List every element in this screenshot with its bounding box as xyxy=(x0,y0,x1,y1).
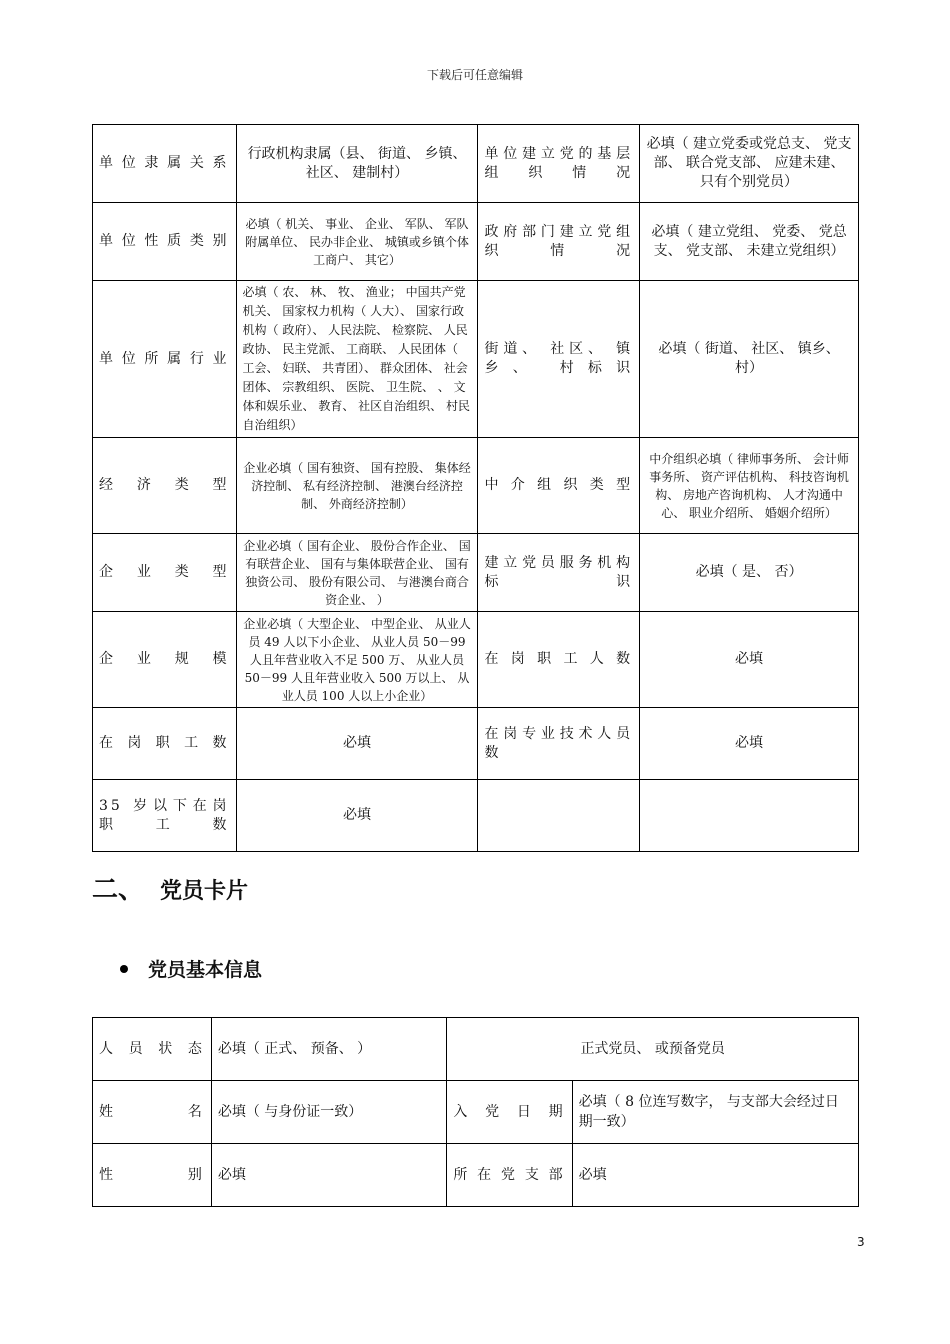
cell-value: 必填 xyxy=(640,708,859,780)
table-row xyxy=(93,534,859,612)
table-row xyxy=(93,1144,859,1207)
cell-label: 在岗专业技术人员数 xyxy=(478,708,640,780)
cell-value-empty xyxy=(640,780,859,852)
bullet-icon xyxy=(120,965,128,973)
cell-label: 姓名 xyxy=(93,1081,212,1144)
cell-value: 必填（ 机关、 事业、 企业、 军队、 军队附属单位、 民办非企业、 城镇或乡镇个体工商户、 其它） xyxy=(236,203,478,281)
cell-label: 企业规模 xyxy=(93,612,237,708)
cell-value: 必填（ 建立党委或党总支、 党支部、 联合党支部、 应建未建、 只有个别党员） xyxy=(640,125,859,203)
cell-label: 单位隶属关系 xyxy=(93,125,237,203)
cell-value: 企业必填（ 大型企业、 中型企业、 从业人员 49 人以下小企业、 从业人员 50－99 人且年营业收入不足 500 万、 从业人员 50－99 人且年营业收入 500 万以上、 从业人员 100 人以上小企业） xyxy=(236,612,478,708)
cell-value: 必填 xyxy=(236,708,478,780)
cell-label: 企业类型 xyxy=(93,534,237,612)
section-heading xyxy=(92,869,248,906)
page-number: 3 xyxy=(857,1235,865,1249)
cell-value: 必填（ 农、 林、 牧、 渔业； 中国共产党机关、 国家权力机构（ 人大）、 国家行政机构（ 政府）、 人民法院、 检察院、 人民政协、 民主党派、 工商联、 人民团体（ 工会、 妇联、 共青团）、 群众团体、 社会团体、 宗教组织、 医院、 卫生院、 、 文体和娱乐业、 教育、 社区自治组织、 村民自治组织） xyxy=(236,281,478,438)
cell-value: 必填（ 是、 否） xyxy=(640,534,859,612)
cell-value: 必填 xyxy=(572,1144,858,1207)
section-number: 二、 xyxy=(92,875,145,905)
subsection-title: 党员基本信息 xyxy=(148,959,263,981)
table-row xyxy=(93,281,859,438)
cell-value: 必填 xyxy=(640,612,859,708)
table-row xyxy=(93,125,859,203)
cell-value: 必填 xyxy=(236,780,478,852)
cell-value: 企业必填（ 国有独资、 国有控股、 集体经济控制、 私有经济控制、 港澳台经济控制、 外商经济控制） xyxy=(236,438,478,534)
table-row xyxy=(93,780,859,852)
unit-info-table xyxy=(92,124,859,852)
cell-note: 正式党员、 或预备党员 xyxy=(447,1018,859,1081)
table-row xyxy=(93,438,859,534)
cell-label: 所在党支部 xyxy=(447,1144,572,1207)
subsection-heading xyxy=(120,955,262,982)
cell-label: 建立党员服务机构标识 xyxy=(478,534,640,612)
cell-value: 必填（ 与身份证一致） xyxy=(211,1081,447,1144)
table-row xyxy=(93,1081,859,1144)
cell-value: 必填（ 正式、 预备、 ） xyxy=(211,1018,447,1081)
table-row xyxy=(93,203,859,281)
cell-label: 人员状态 xyxy=(93,1018,212,1081)
cell-value: 中介组织必填（ 律师事务所、 会计师事务所、 资产评估机构、 科技咨询机构、 房地产咨询机构、 人才沟通中心、 职业介绍所、 婚姻介绍所） xyxy=(640,438,859,534)
cell-value: 行政机构隶属（县、 街道、 乡镇、 社区、 建制村） xyxy=(236,125,478,203)
page-header-note: 下载后可任意编辑 xyxy=(426,68,523,82)
cell-label: 中介组织类型 xyxy=(478,438,640,534)
cell-label: 在岗职工数 xyxy=(93,708,237,780)
table-row xyxy=(93,1018,859,1081)
cell-label: 街道、 社区、 镇乡、 村标识 xyxy=(478,281,640,438)
cell-label: 在岗职工人数 xyxy=(478,612,640,708)
cell-value: 必填（ 建立党组、 党委、 党总支、 党支部、 未建立党组织） xyxy=(640,203,859,281)
cell-label: 入党日期 xyxy=(447,1081,572,1144)
cell-label-empty xyxy=(478,780,640,852)
cell-value: 必填（ 街道、 社区、 镇乡、 村） xyxy=(640,281,859,438)
cell-label: 单位建立党的基层组织情况 xyxy=(478,125,640,203)
cell-label: 政府部门建立党组织情况 xyxy=(478,203,640,281)
cell-value: 必填 xyxy=(211,1144,447,1207)
cell-value: 企业必填（ 国有企业、 股份合作企业、 国有联营企业、 国有与集体联营企业、 国有独资公司、 股份有限公司、 与港澳台商合资企业、 ） xyxy=(236,534,478,612)
cell-label: 单位所属行业 xyxy=(93,281,237,438)
cell-value: 必填（ 8 位连写数字， 与支部大会经过日期一致） xyxy=(572,1081,858,1144)
cell-label: 性别 xyxy=(93,1144,212,1207)
cell-label: 35 岁以下在岗职工数 xyxy=(93,780,237,852)
member-info-table xyxy=(92,1017,859,1207)
table-row xyxy=(93,708,859,780)
cell-label: 经济类型 xyxy=(93,438,237,534)
table-row xyxy=(93,612,859,708)
section-title: 党员卡片 xyxy=(160,879,249,904)
cell-label: 单位性质类别 xyxy=(93,203,237,281)
